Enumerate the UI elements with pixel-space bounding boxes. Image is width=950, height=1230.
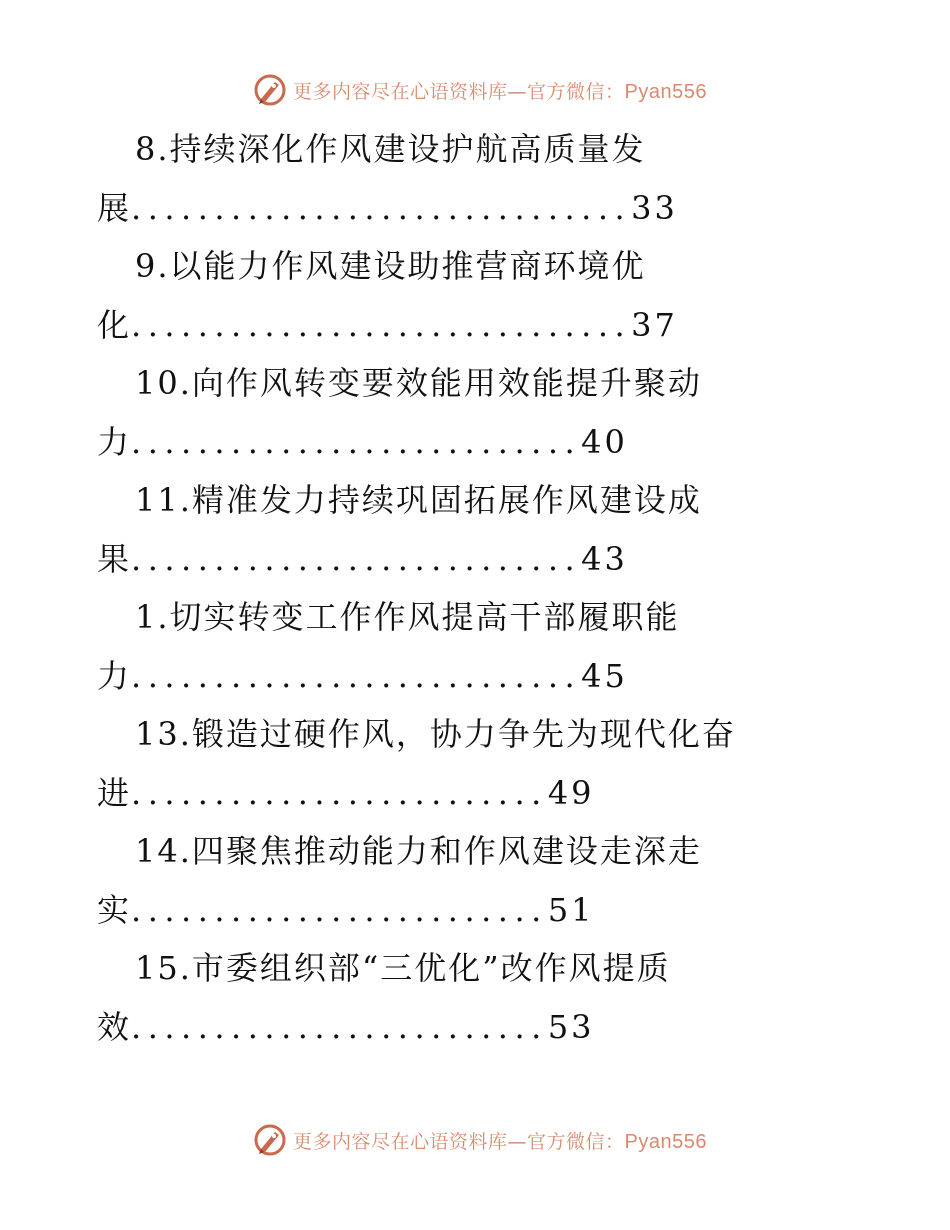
toc-page-number: 40	[581, 422, 628, 461]
toc-entry-leader	[97, 647, 837, 706]
toc-page-number: 49	[547, 773, 595, 812]
header-watermark	[0, 70, 950, 110]
toc-entry-title: 1.切实转变工作作风提高干部履职能	[135, 598, 680, 636]
toc-entry[interactable]	[97, 822, 837, 939]
toc-dot-leader: ...........................	[131, 656, 582, 695]
pen-logo-icon	[253, 73, 287, 107]
toc-dot-leader: ..............................	[131, 305, 632, 344]
toc-dot-leader: ...........................	[131, 539, 582, 578]
footer-watermark	[0, 1120, 950, 1160]
toc-entry-title-tail: 力	[97, 422, 132, 461]
toc-entry-leader	[97, 413, 837, 472]
toc-entry[interactable]	[97, 471, 837, 588]
toc-entry-leader	[97, 764, 837, 823]
toc-dot-leader: ..............................	[131, 188, 632, 227]
toc-dot-leader: .........................	[131, 890, 548, 929]
toc-entry-title: 11.精准发力持续巩固拓展作风建设成	[135, 481, 702, 519]
toc-entry-title-tail: 展	[97, 188, 132, 227]
toc-entry[interactable]	[97, 588, 837, 705]
toc-entry-title-tail: 化	[97, 305, 132, 344]
toc-entry[interactable]	[97, 354, 837, 471]
toc-entry-title: 8.持续深化作风建设护航高质量发	[135, 130, 646, 168]
toc-page-number: 33	[631, 188, 678, 227]
toc-entry-leader	[97, 881, 837, 940]
toc-dot-leader: .........................	[131, 773, 548, 812]
toc-page-number: 53	[547, 1007, 595, 1046]
toc-entry-title-tail: 力	[97, 656, 132, 695]
watermark-content	[253, 73, 707, 107]
toc-entry-leader	[97, 998, 837, 1057]
toc-entry-title-tail: 效	[97, 1007, 132, 1046]
toc-entry-leader	[97, 530, 837, 589]
toc-page-number: 43	[581, 539, 628, 578]
toc-page-number: 37	[631, 305, 678, 344]
toc-dot-leader: .........................	[131, 1007, 548, 1046]
toc-page-number: 45	[581, 656, 628, 695]
toc-entry-title-tail: 实	[97, 890, 132, 929]
pen-logo-icon	[253, 1123, 287, 1157]
toc-entry-title-tail: 进	[97, 773, 132, 812]
table-of-contents	[97, 120, 837, 1056]
toc-entry[interactable]	[97, 120, 837, 237]
toc-entry-title-tail: 果	[97, 539, 132, 578]
toc-dot-leader: ...........................	[131, 422, 582, 461]
toc-page-number: 51	[547, 890, 595, 929]
toc-entry-leader	[97, 179, 837, 238]
watermark-content	[253, 1123, 707, 1157]
watermark-text: 更多内容尽在心语资料库—官方微信：Pyan556	[293, 1130, 707, 1153]
toc-entry[interactable]	[97, 237, 837, 354]
toc-entry-title: 15.市委组织部“三优化”改作风提质	[135, 949, 671, 987]
toc-entry-title: 13.锻造过硬作风，协力争先为现代化奋	[135, 715, 736, 753]
toc-entry-title: 14.四聚焦推动能力和作风建设走深走	[135, 832, 702, 870]
toc-entry-leader	[97, 296, 837, 355]
toc-entry[interactable]	[97, 705, 837, 822]
toc-entry-title: 10.向作风转变要效能用效能提升聚动	[135, 364, 702, 402]
toc-entry[interactable]	[97, 939, 837, 1056]
watermark-text: 更多内容尽在心语资料库—官方微信：Pyan556	[293, 80, 707, 103]
toc-entry-title: 9.以能力作风建设助推营商环境优	[135, 247, 646, 285]
